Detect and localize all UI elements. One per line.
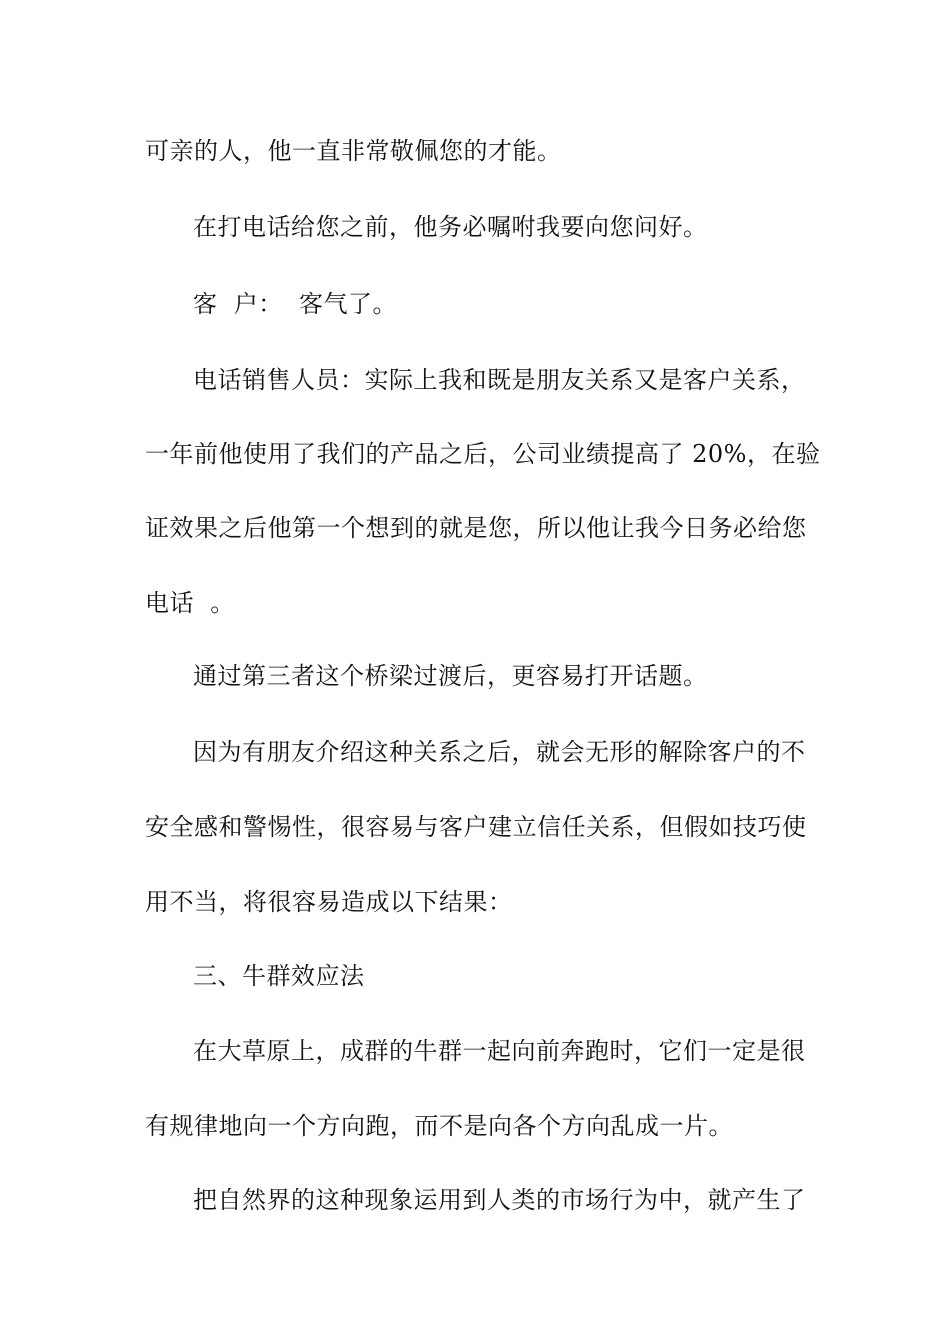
- text-line: 客 户： 客气了。: [193, 290, 398, 318]
- text-line: 因为有朋友介绍这种关系之后，就会无形的解除客户的不: [193, 738, 806, 766]
- text-line: 把自然界的这种现象运用到人类的市场行为中，就产生了: [193, 1186, 806, 1214]
- text-line: 在打电话给您之前，他务必嘱咐我要向您问好。: [193, 213, 708, 241]
- text-line: 一年前他使用了我们的产品之后，公司业绩提高了 20%，在验: [145, 440, 821, 468]
- text-line: 安全感和警惕性，很容易与客户建立信任关系，但假如技巧使: [145, 813, 807, 841]
- text-line: 在大草原上，成群的牛群一起向前奔跑时，它们一定是很: [193, 1037, 806, 1065]
- text-line: 用不当，将很容易造成以下结果：: [145, 888, 513, 916]
- text-line: 电话销售人员：实际上我和既是朋友关系又是客户关系，: [193, 366, 806, 394]
- text-line: 可亲的人，他一直非常敬佩您的才能。: [145, 137, 562, 165]
- text-line: 通过第三者这个桥梁过渡后，更容易打开话题。: [193, 662, 708, 690]
- text-line: 证效果之后他第一个想到的就是您，所以他让我今日务必给您: [145, 514, 807, 542]
- section-heading: 三、牛群效应法: [193, 962, 365, 990]
- text-line: 有规律地向一个方向跑，而不是向各个方向乱成一片。: [145, 1112, 733, 1140]
- text-line: 电话 。: [145, 589, 235, 617]
